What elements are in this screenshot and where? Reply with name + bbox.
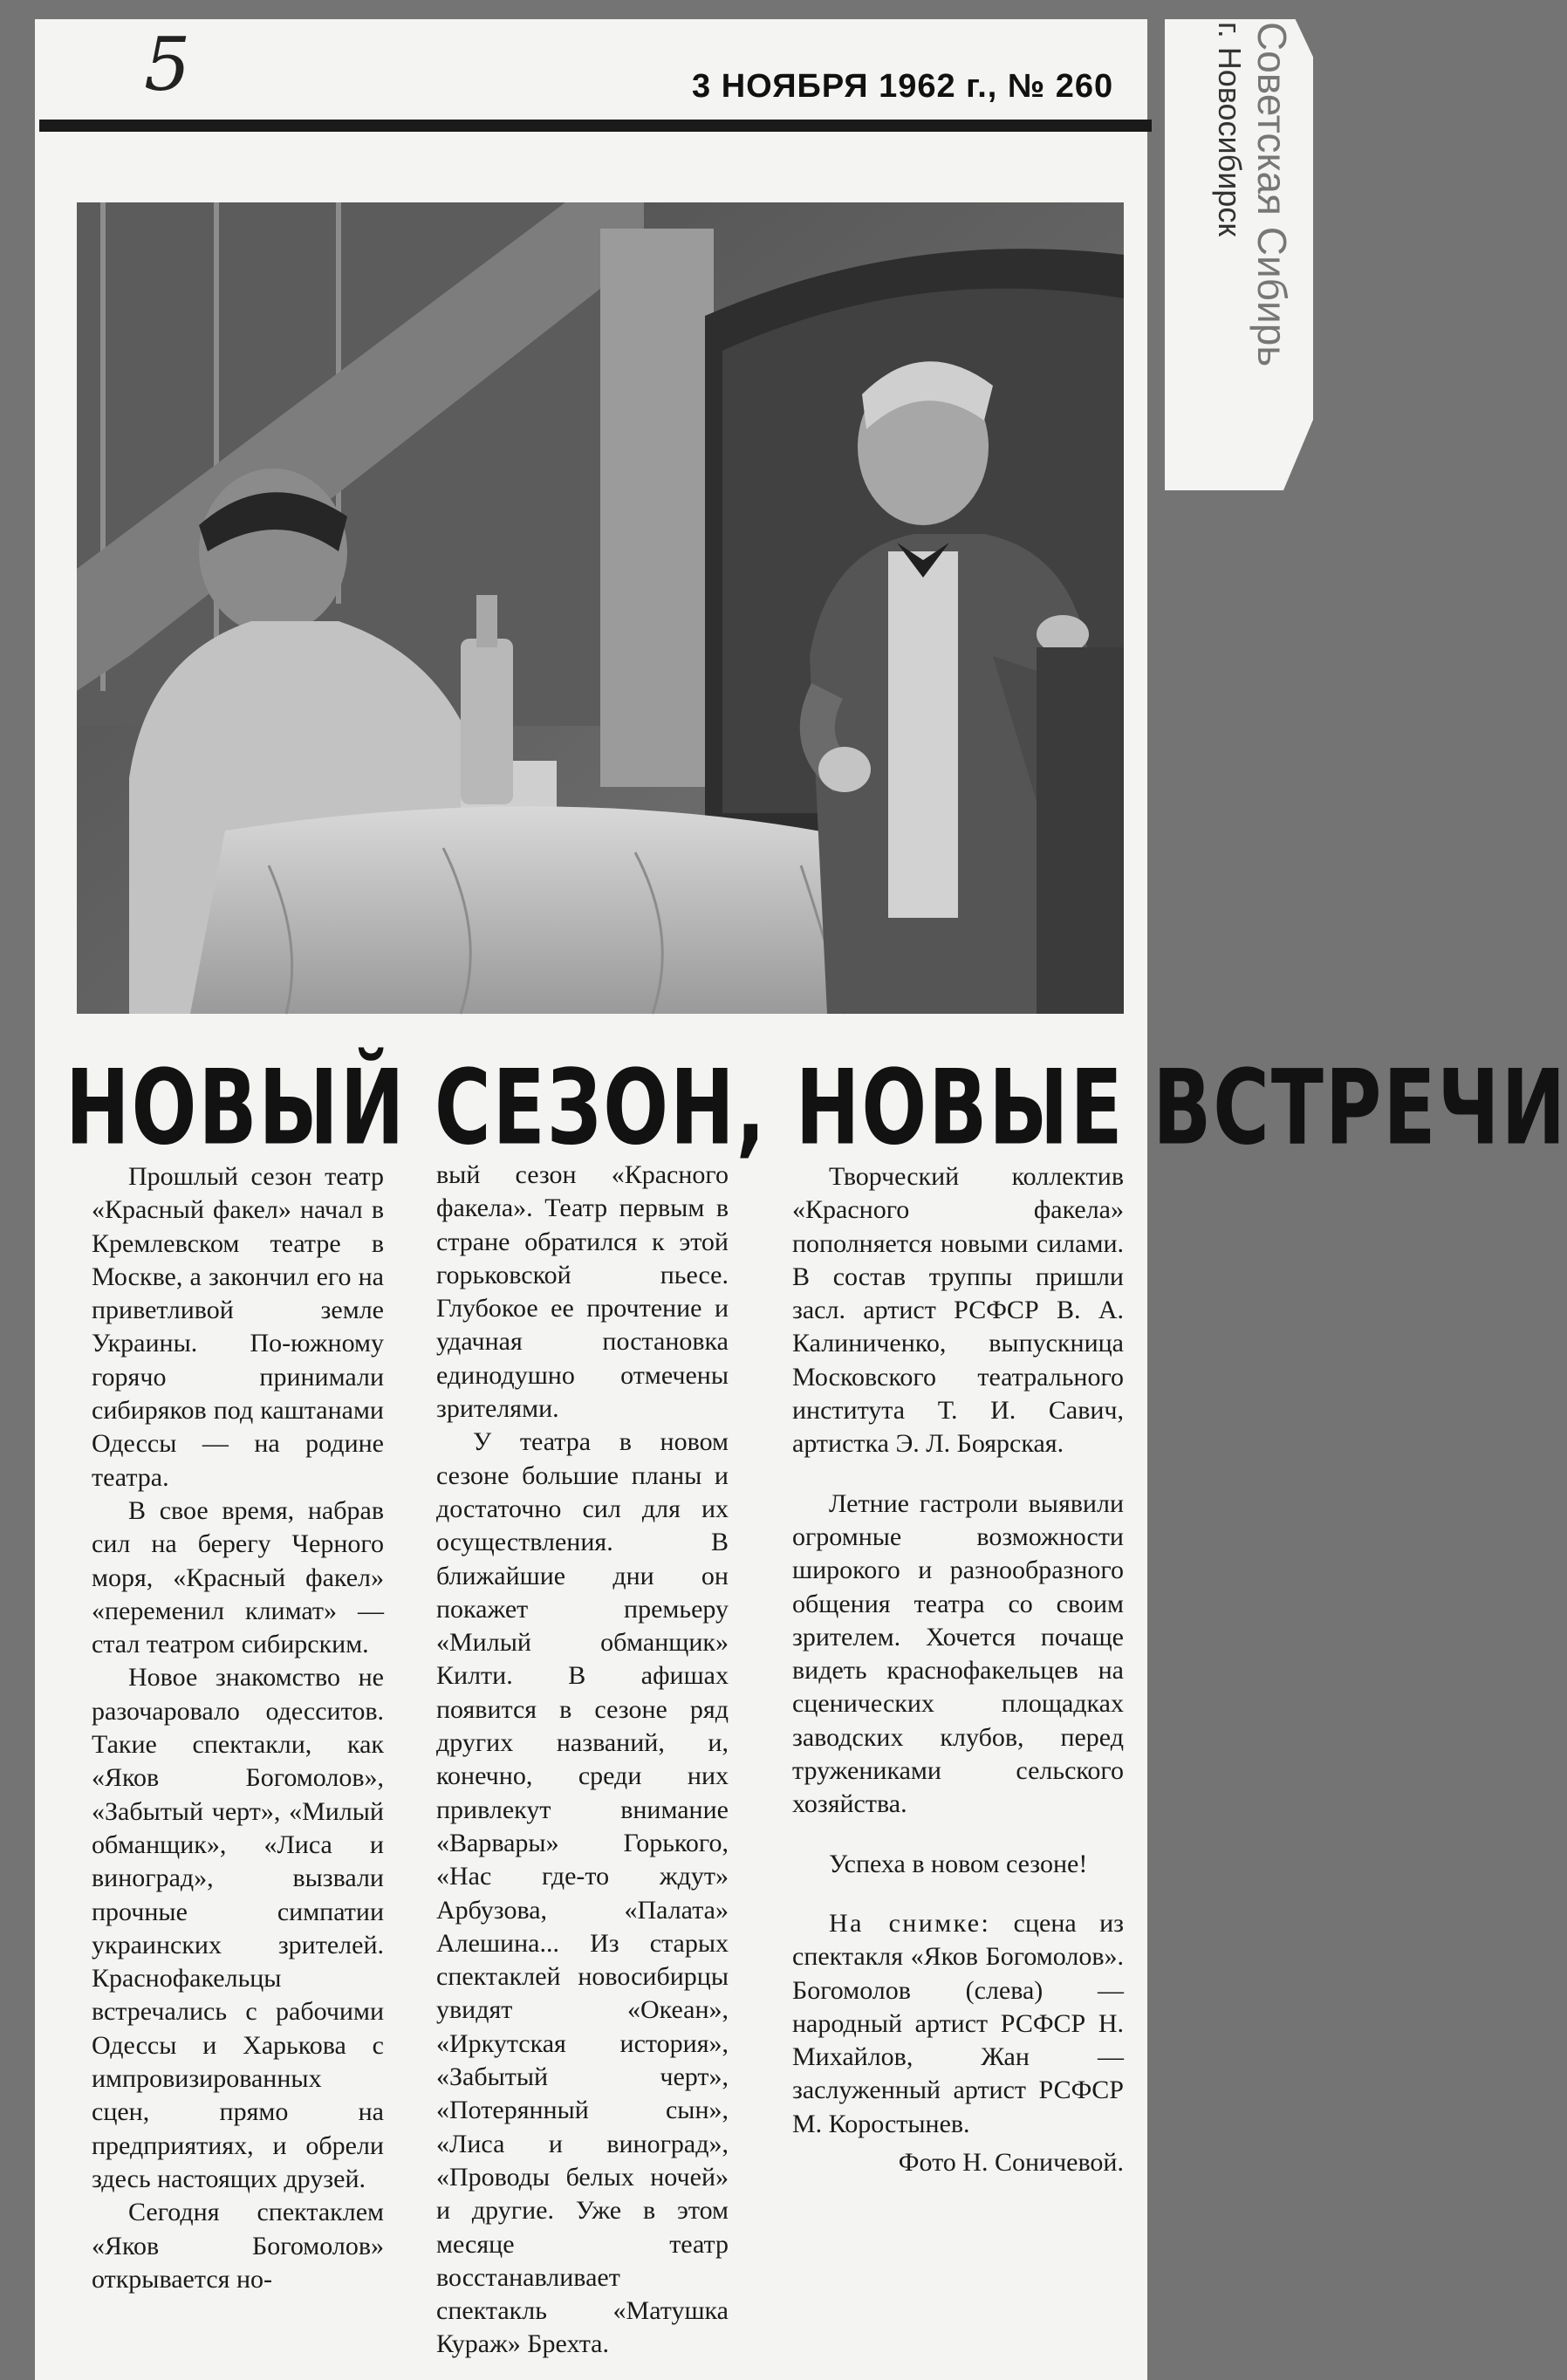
stamp-newspaper-name: Советская Сибирь [1249, 22, 1295, 367]
caption-lead: На снимке: [829, 1908, 991, 1938]
paragraph: Творческий коллектив «Красного факела» пополняется новыми силами. В состав труппы пришли засл. артист РСФСР В. А. Калиниченко, выпускница Московского театрального института Т. И. Савич, артистка Э. Л. Боярская. [792, 1162, 1124, 1459]
header-rule [39, 120, 1152, 132]
paragraph: Успеха в новом сезоне! [829, 1849, 1088, 1878]
page-number: 5 [144, 22, 191, 107]
caption-text: сцена из спектакля «Яков Богомолов». Богомолов (слева) — народный артист РСФСР Н. Михайлов, Жан — заслуженный артист РСФСР М. Коростынев. [792, 1908, 1125, 2138]
paragraph: Новое знакомство не разочаровало одесситов. Такие спектакли, как «Яков Богомолов», «Забытый черт», «Милый обманщик», «Лиса и виноград», вызвали прочные симпатии украинских зрителей. Краснофакельцы встречались с рабочими Одессы и Харькова с импровизированных сцен, прямо на предприятиях, и обрели здесь настоящих друзей. [92, 1663, 384, 2193]
paragraph: Прошлый сезон театр «Красный факел» начал в Кремлевском театре в Москве, а закончил его на приветливой земле Украины. По-южному горячо принимали сибиряков под каштанами Одессы — на родине театра. [92, 1162, 384, 1492]
photo-credit: Фото Н. Соничевой. [898, 2148, 1124, 2178]
headline: НОВЫЙ СЕЗОН, НОВЫЕ ВСТРЕЧИ [65, 1047, 1567, 1169]
article-column-1 [92, 1160, 384, 2296]
paragraph: У театра в новом сезоне большие планы и достаточно сил для их осуществления. В ближайшие дни он покажет премьеру «Милый обманщик» Килти. В афишах появится в сезоне ряд других названий, и, конечно, среди них привлекут внимание «Варвары» Горького, «Нас где-то ждут» Арбузова, «Палата» Алешина... Из старых спектаклей новосибирцы увидят «Океан», «Иркутская история», «Забытый черт», «Потерянный сын», «Лиса и виноград», «Проводы белых ночей» и другие. Уже в этом месяце театр восстанавливает спектакль «Матушка Кураж» Брехта. [436, 1427, 729, 2359]
paragraph: Сегодня спектаклем «Яков Богомолов» открывается но- [92, 2198, 384, 2294]
photo-caption [792, 1907, 1124, 2141]
article-column-2 [436, 1159, 729, 2362]
stage-photo [77, 202, 1124, 1014]
paragraph: В свое время, набрав сил на берегу Черного моря, «Красный факел» «переменил климат» — стал театром сибирским. [92, 1495, 384, 1659]
paragraph: Летние гастроли выявили огромные возможности широкого и разнообразного общения театра со своим зрителем. Хочется почаще видеть краснофакельцев на сценических площадках заводских клубов, перед тружениками сельского хозяйства. [792, 1488, 1124, 1819]
paragraph: вый сезон «Красного факела». Театр первым в стране обратился к этой горьковской пьесе. Глубокое ее прочтение и удачная постановка единодушно отмечены зрителями. [436, 1160, 729, 1424]
stamp-city: г. Новосибирск [1212, 22, 1248, 237]
issue-date: 3 НОЯБРЯ 1962 г., № 260 [692, 68, 1114, 105]
article-column-3 [792, 1160, 1124, 2179]
